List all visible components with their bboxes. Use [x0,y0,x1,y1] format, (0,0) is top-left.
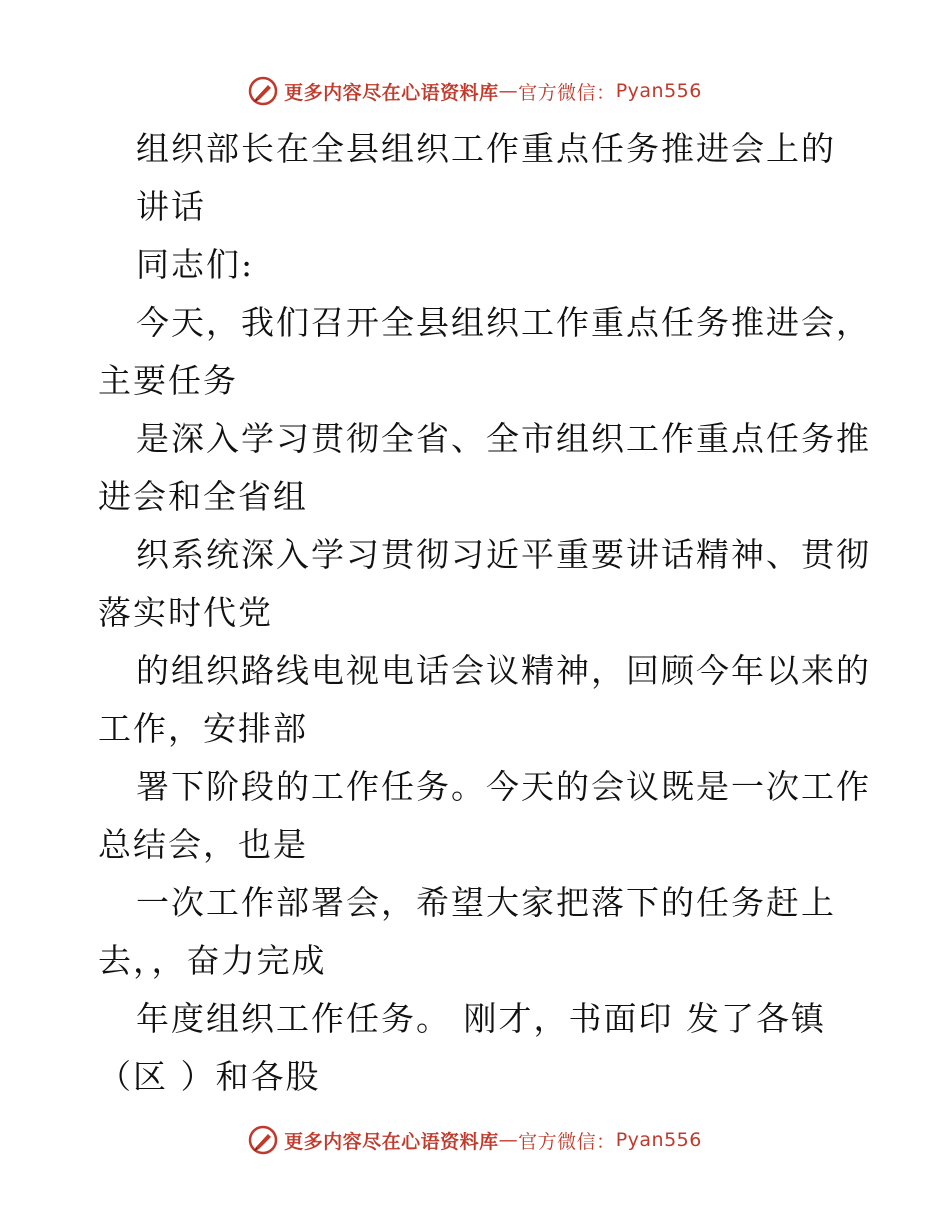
paragraph-line: 总结会，也是 [98,825,308,864]
paragraph-line: 是深入学习贯彻全省、全市组织工作重点任务推 [136,419,871,458]
watermark-site-text: 更多内容尽在心语资料库 [284,81,499,104]
document-title-line-2: 讲话 [136,187,206,226]
watermark-wechat-id: Pyan556 [615,80,702,102]
watermark-wechat-id: Pyan556 [615,1129,702,1151]
paragraph-line: 的组织路线电视电话会议精神，回顾今年以来的 [136,651,871,690]
paragraph-line: 落实时代党 [98,593,273,632]
watermark-wechat-label: 官方微信： [518,1130,616,1153]
paragraph-line: 今天，我们召开全县组织工作重点任务推进会， [136,303,871,342]
paragraph-line: 织系统深入学习贯彻习近平重要讲话精神、贯彻 [136,535,871,574]
paragraph-line: 署下阶段的工作任务。今天的会议既是一次工作 [136,767,871,806]
pen-logo-icon [248,1125,278,1155]
paragraph-line: 年度组织工作任务。 刚才，书面印 发了各镇 [136,999,826,1038]
paragraph-line: 主要任务 [98,361,238,400]
paragraph-line: 进会和全省组 [98,477,308,516]
paragraph-line: 工作，安排部 [98,709,308,748]
paragraph-line: （区 ）和各股 [98,1057,321,1096]
paragraph-line: 去，，奋力完成 [98,941,327,980]
pen-logo-icon [248,76,278,106]
watermark-dash: — [498,80,519,102]
watermark-dash: — [498,1129,519,1151]
document-body [98,120,871,1106]
watermark-site-text: 更多内容尽在心语资料库 [284,1130,499,1153]
watermark-wechat-label: 官方微信： [518,81,616,104]
document-title-line-1: 组织部长在全县组织工作重点任务推进会上的 [136,129,836,168]
paragraph-line: 一次工作部署会，希望大家把落下的任务赶上 [136,883,836,922]
salutation: 同志们: [136,245,255,284]
header-watermark [0,73,950,109]
footer-watermark [0,1122,950,1158]
